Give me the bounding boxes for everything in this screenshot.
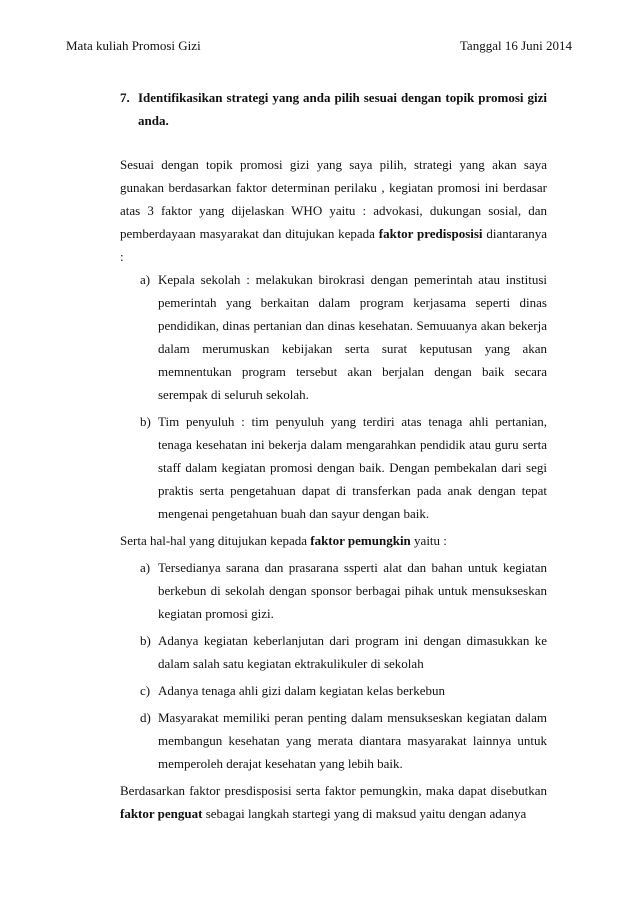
document-body bbox=[120, 86, 547, 825]
list-item-text: Adanya kegiatan keberlanjutan dari program ini dengan dimasukkan ke dalam salah satu kegiatan ektrakulikuler di sekolah bbox=[158, 633, 547, 671]
predisposisi-list bbox=[120, 268, 547, 525]
list-item-label: c) bbox=[140, 683, 151, 698]
list-item-label: b) bbox=[140, 633, 151, 648]
intro-text: Sesuai dengan topik promosi gizi yang saya pilih, strategi yang akan saya gunakan berdasarkan faktor determinan perilaku , kegiatan promosi ini berdasar atas 3 faktor yang dijelaskan WHO yaitu : advokasi, dukungan sosial, dan pemberdayaan masyarakat dan ditujukan kepada bbox=[120, 157, 547, 241]
list-item-text: Kepala sekolah : melakukan birokrasi dengan pemerintah atau institusi pemerintah yang berkaitan dalam program kerjasama seperti dinas pendidikan, dinas pertanian dan dinas kesehatan. Semuuanya akan bekerja dalam merumuskan kebijakan serta surat keputusan yang akan memnentukan program tersebut akan berjalan dengan baik secara serempak di seluruh sekolah. bbox=[158, 272, 547, 402]
list-item bbox=[120, 706, 547, 775]
list-item-label: b) bbox=[140, 414, 151, 429]
pemungkin-intro-end: yaitu : bbox=[410, 533, 447, 548]
page-header bbox=[66, 38, 572, 54]
intro-paragraph bbox=[120, 153, 547, 268]
question-text: Identifikasikan strategi yang anda pilih sesuai dengan topik promosi gizi anda. bbox=[138, 90, 547, 128]
list-item-text: Masyarakat memiliki peran penting dalam mensukseskan kegiatan dalam membangun kesehatan yang merata diantara masyarakat lainnya untuk memperoleh derajat kesehatan yang lebih baik. bbox=[158, 710, 547, 771]
header-course-title: Mata kuliah Promosi Gizi bbox=[66, 38, 201, 53]
pemungkin-intro-text: Serta hal-hal yang ditujukan kepada bbox=[120, 533, 311, 548]
list-item bbox=[120, 556, 547, 625]
list-item-text: Tim penyuluh : tim penyuluh yang terdiri atas tenaga ahli pertanian, tenaga kesehatan ini bekerja dalam mengarahkan pendidik atau guru serta staff dalam kegiatan promosi dengan baik. Dengan pembekalan dari segi praktis serta pengetahuan dapat di transferkan pada anak dengan tepat mengenai pengetahuan buah dan sayur dengan baik. bbox=[158, 414, 547, 521]
header-date: Tanggal 16 Juni 2014 bbox=[459, 38, 572, 53]
list-item-label: a) bbox=[140, 560, 151, 575]
closing-text: Berdasarkan faktor presdisposisi serta faktor pemungkin, maka dapat disebutkan bbox=[120, 783, 547, 798]
list-item-label: a) bbox=[140, 272, 151, 287]
list-item bbox=[120, 679, 547, 702]
pemungkin-intro bbox=[120, 529, 547, 552]
intro-bold-term: faktor predisposisi bbox=[378, 226, 483, 241]
closing-text-end: sebagai langkah startegi yang di maksud yaitu dengan adanya bbox=[202, 806, 527, 821]
pemungkin-list bbox=[120, 556, 547, 775]
list-item-text: Tersedianya sarana dan prasarana ssperti alat dan bahan untuk kegiatan berkebun di sekolah dengan sponsor berbagai pihak untuk mensukseskan kegiatan promosi gizi. bbox=[158, 560, 547, 621]
list-item bbox=[120, 410, 547, 525]
list-item bbox=[120, 268, 547, 406]
list-item-text: Adanya tenaga ahli gizi dalam kegiatan kelas berkebun bbox=[158, 683, 445, 698]
list-item-label: d) bbox=[140, 710, 151, 725]
list-item bbox=[120, 629, 547, 675]
question-number: 7. bbox=[120, 90, 130, 105]
question-heading bbox=[120, 86, 547, 132]
intro-text-end: diantaranya : bbox=[120, 226, 548, 264]
closing-bold-term: faktor penguat bbox=[120, 806, 203, 821]
closing-paragraph bbox=[120, 779, 547, 825]
pemungkin-bold-term: faktor pemungkin bbox=[310, 533, 411, 548]
